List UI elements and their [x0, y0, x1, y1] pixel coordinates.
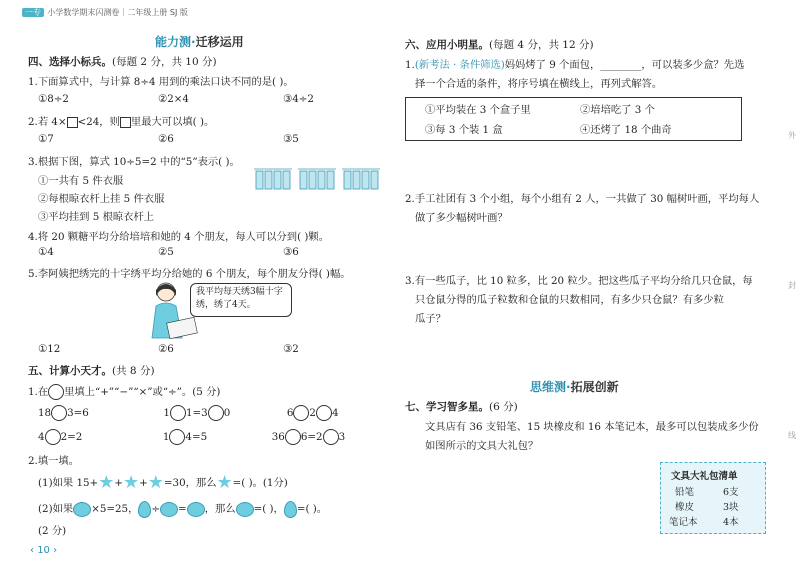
- s4-q3: 3.根据下图，算式 10÷5=2 中的“5”表示( )。: [28, 156, 240, 168]
- star-icon: ★: [122, 472, 140, 493]
- s5-q1-row2: 4 2=2 1 4=5 36 6=2 3: [38, 431, 346, 443]
- header: [22, 6, 188, 18]
- leaf-icon: [138, 501, 151, 518]
- s5-q1-row1: 18 3=6 1 1=3 0 6 2 4: [38, 407, 339, 419]
- blank-circle[interactable]: [293, 405, 309, 421]
- s5-q2-score: (2 分): [38, 525, 67, 537]
- blank-circle[interactable]: [316, 405, 332, 421]
- s4-q1-o1: ①8÷2: [38, 93, 69, 105]
- blank-circle[interactable]: [323, 429, 339, 445]
- leaf-icon: [284, 501, 297, 518]
- gift-list: [660, 462, 766, 534]
- s4-q2-o1: ①7: [38, 133, 54, 145]
- gift-qty: 3块: [723, 502, 739, 513]
- edge-mark: 线: [788, 431, 796, 440]
- star-icon: ★: [147, 472, 164, 493]
- s4-q5-o2: ②6: [158, 343, 174, 355]
- s5-title: 五、计算小天才。(共 8 分): [28, 365, 155, 377]
- s4-q1-o2: ②2×4: [158, 93, 189, 105]
- s4-q4-o2: ②5: [158, 246, 174, 258]
- edge-mark: 外: [788, 131, 796, 140]
- star-icon: ★: [98, 472, 115, 493]
- s7-text2: 如图所示的文具大礼包？: [425, 440, 539, 452]
- s4-q3-o2: ②每根晾衣杆上挂 5 件衣服: [38, 193, 165, 205]
- blank-circle[interactable]: [48, 384, 64, 400]
- clothes-rack-illustration: [252, 166, 382, 194]
- s6-q1-line2: 择一个合适的条件，将序号填在横线上，再列式解答。: [415, 78, 663, 90]
- s4-q5: 5.李阿姨把绣完的十字绣平均分给她的 6 个朋友，每个朋友分得( )幅。: [28, 268, 351, 280]
- s5-q2: 2.填一填。: [28, 455, 80, 467]
- blank-circle[interactable]: [45, 429, 61, 445]
- s4-q1-o3: ③4÷2: [283, 93, 314, 105]
- right-banner: 思维测·拓展创新: [530, 380, 619, 394]
- gift-item: 橡皮: [675, 502, 695, 513]
- apple-icon: [160, 502, 178, 517]
- gift-qty: 6支: [723, 487, 739, 498]
- star-icon: ★: [216, 472, 233, 493]
- s7-text: 文具店有 36 支铅笔、15 块橡皮和 16 本笔记本，最多可以包装成多少份: [425, 421, 759, 433]
- s6-title: 六、应用小明星。(每题 4 分，共 12 分): [405, 39, 594, 51]
- gift-item: 铅笔: [675, 487, 695, 498]
- edge-mark: 封: [788, 281, 796, 290]
- s5-q2-line2: (2)如果 ×5=25， ÷ = ，那么 =( )， =( )。: [38, 500, 327, 518]
- s4-q2-o3: ③5: [283, 133, 299, 145]
- apple-icon: [187, 502, 205, 517]
- s4-q3-o3: ③平均挂到 5 根晾衣杆上: [38, 211, 155, 223]
- s4-q1: 1.下面算式中，与计算 8÷4 用到的乘法口诀不同的是( )。: [28, 76, 294, 88]
- left-banner-dot: ·: [191, 35, 196, 49]
- gift-qty: 4本: [723, 517, 739, 528]
- header-title: 小学数学期末闪测卷｜二年级上册 SJ 版: [47, 8, 188, 17]
- s6-q1-c3[interactable]: ③每 3 个装 1 盒: [425, 124, 503, 136]
- gift-item: 笔记本: [669, 517, 698, 528]
- apple-icon: [236, 502, 254, 517]
- apple-icon: [73, 502, 91, 517]
- s7-title: 七、学习智多星。(6 分): [405, 401, 518, 413]
- s6-q3-line3: 瓜子？: [415, 313, 446, 325]
- s4-q2-o2: ②6: [158, 133, 174, 145]
- s4-q4: 4.将 20 颗糖平均分给培培和她的 4 个朋友，每人可以分到( )颗。: [28, 231, 330, 243]
- s4-q4-o3: ③6: [283, 246, 299, 258]
- s6-q1-c4[interactable]: ④还烤了 18 个曲奇: [580, 124, 672, 136]
- s6-q2-line2: 做了多少幅树叶画？: [415, 212, 508, 224]
- new-question-tag: (新考法 · 条件筛选): [414, 59, 505, 71]
- s5-q2-line1: (1)如果 15+★+★+★=30，那么★=( )。(1分): [38, 472, 288, 493]
- left-banner: [155, 33, 244, 50]
- s5-q1: 1.在 里填上“+”“−”“×”或“÷”。(5 分): [28, 386, 221, 398]
- s4-q5-o3: ③2: [283, 343, 299, 355]
- s4-q4-o1: ①4: [38, 246, 54, 258]
- gift-title: 文具大礼包清单: [671, 471, 738, 482]
- speech-bubble: 我平均每天绣3幅十字绣，绣了4天。: [190, 283, 292, 317]
- s6-q2: 2.手工社团有 3 个小组，每个小组有 2 人，一共做了 30 幅树叶画，平均每人: [405, 193, 760, 205]
- s4-q2: 2.若 4× <24，则 里最大可以填( )。: [28, 116, 215, 128]
- blank-circle[interactable]: [208, 405, 224, 421]
- blank-box[interactable]: [67, 117, 78, 128]
- left-banner-part2: 迁移运用: [195, 35, 244, 49]
- s4-q5-o1: ①12: [38, 343, 61, 355]
- s6-q1-c1[interactable]: ①平均装在 3 个盒子里: [425, 104, 531, 116]
- s6-q1-c2[interactable]: ②培培吃了 3 个: [580, 104, 655, 116]
- s4-q3-o1: ①一共有 5 件衣服: [38, 175, 124, 187]
- s4-title: 四、选择小标兵。(每题 2 分，共 10 分): [28, 56, 217, 68]
- blank-circle[interactable]: [170, 405, 186, 421]
- header-tag: 一专: [22, 8, 44, 17]
- blank-circle[interactable]: [51, 405, 67, 421]
- s6-q3-line2: 只仓鼠分得的瓜子粒数和仓鼠的只数相同，有多少只仓鼠？有多少粒: [415, 294, 724, 306]
- blank-circle[interactable]: [285, 429, 301, 445]
- s6-q1: 1.(新考法 · 条件筛选)妈妈烤了 9 个面包，________，可以装多少盒？先选: [405, 59, 745, 71]
- page-number: ‹ 10 ›: [30, 545, 58, 556]
- s6-q3: 3.有一些瓜子，比 10 粒多，比 20 粒少。把这些瓜子平均分给几只仓鼠，每: [405, 275, 753, 287]
- blank-circle[interactable]: [169, 429, 185, 445]
- blank-box[interactable]: [120, 117, 131, 128]
- left-banner-part1: 能力测: [155, 35, 192, 49]
